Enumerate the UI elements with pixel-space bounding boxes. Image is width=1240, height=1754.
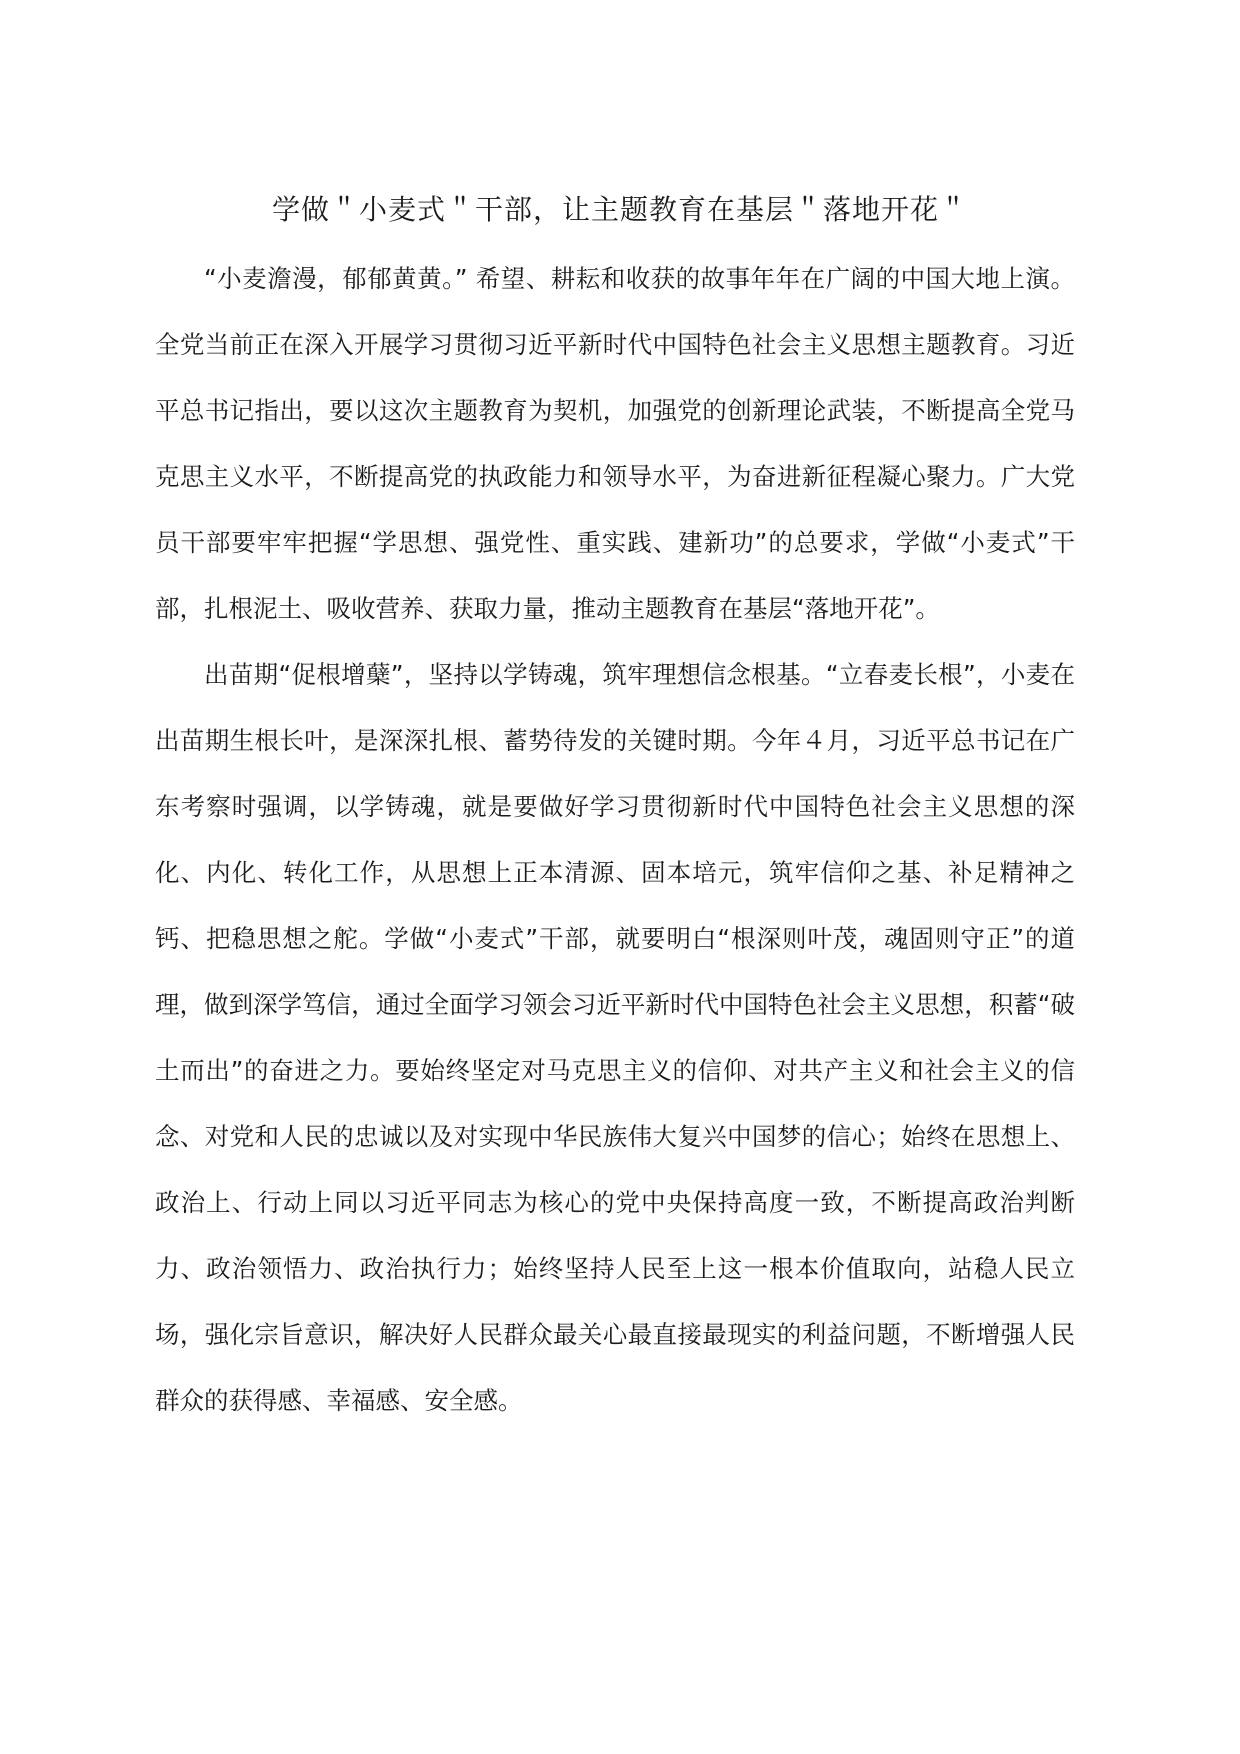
- paragraph-intro: “小麦澹漫，郁郁黄黄。” 希望、耕耘和收获的故事年年在广阔的中国大地上演。全党当前正在深入开展学习贯彻习近平新时代中国特色社会主义思想主题教育。习近平总书记指出，要以这次主题教育为契机，加强党的创新理论武装，不断提高全党马克思主义水平，不断提高党的执政能力和领导水平，为奋进新征程凝心聚力。广大党员干部要牢牢把握“学思想、强党性、重实践、建新功”的总要求，学做“小麦式”干部，扎根泥土、吸收营养、获取力量，推动主题教育在基层“落地开花”。: [155, 264, 1075, 623]
- document-title: 学做＂小麦式＂干部，让主题教育在基层＂落地开花＂: [271, 193, 968, 226]
- paragraph-seedling-stage: 出苗期“促根增蘖”，坚持以学铸魂，筑牢理想信念根基。“立春麦长根”，小麦在出苗期生根长叶，是深深扎根、蓄势待发的关键时期。今年４月，习近平总书记在广东考察时强调，以学铸魂，就是要做好学习贯彻新时代中国特色社会主义思想的深化、内化、转化工作，从思想上正本清源、固本培元，筑牢信仰之基、补足精神之钙、把稳思想之舵。学做“小麦式”干部，就要明白“根深则叶茂，魂固则守正”的道理，做到深学笃信，通过全面学习领会习近平新时代中国特色社会主义思想，积蓄“破土而出”的奋进之力。要始终坚定对马克思主义的信仰、对共产主义和社会主义的信念、对党和人民的忠诚以及对实现中华民族伟大复兴中国梦的信心；始终在思想上、政治上、行动上同以习近平同志为核心的党中央保持高度一致，不断提高政治判断力、政治领悟力、政治执行力；始终坚持人民至上这一根本价值取向，站稳人民立场，强化宗旨意识，解决好人民群众最关心最直接最现实的利益问题，不断增强人民群众的获得感、幸福感、安全感。: [155, 660, 1075, 1415]
- document-body: [155, 246, 1075, 1434]
